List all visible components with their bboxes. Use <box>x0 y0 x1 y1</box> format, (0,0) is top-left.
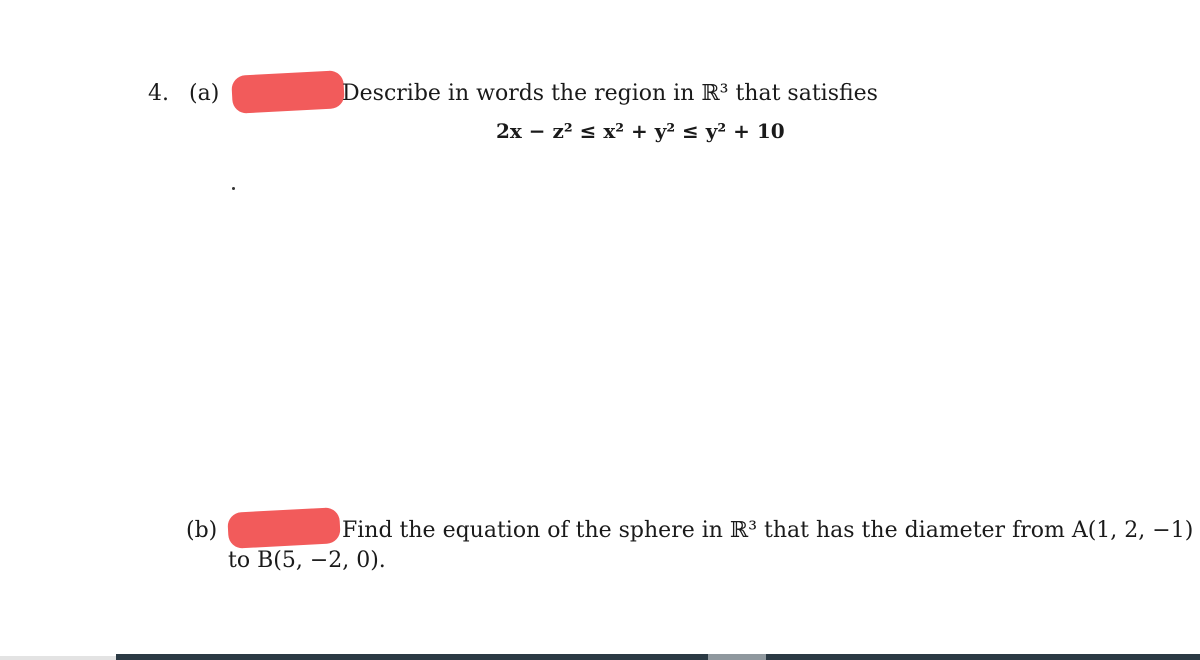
redaction-mark-a <box>231 70 345 114</box>
part-b-label: (b) <box>186 518 218 543</box>
scrollbar-thumb[interactable] <box>708 654 766 660</box>
bottom-left-strip <box>0 656 116 660</box>
part-a-question: Describe in words the region in ℝ³ that satisfies <box>342 81 878 106</box>
part-b-question-line1: Find the equation of the sphere in ℝ³ that has the diameter from A(1, 2, −1) <box>342 518 1194 543</box>
stray-dot <box>232 187 235 190</box>
part-a-inequality: 2x − z² ≤ x² + y² ≤ y² + 10 <box>496 119 785 143</box>
redaction-mark-b <box>227 507 341 549</box>
problem-number: 4. <box>148 81 169 106</box>
part-a-label: (a) <box>189 81 220 106</box>
part-b-question-line2: to B(5, −2, 0). <box>228 548 386 573</box>
horizontal-scrollbar[interactable] <box>116 654 1200 660</box>
